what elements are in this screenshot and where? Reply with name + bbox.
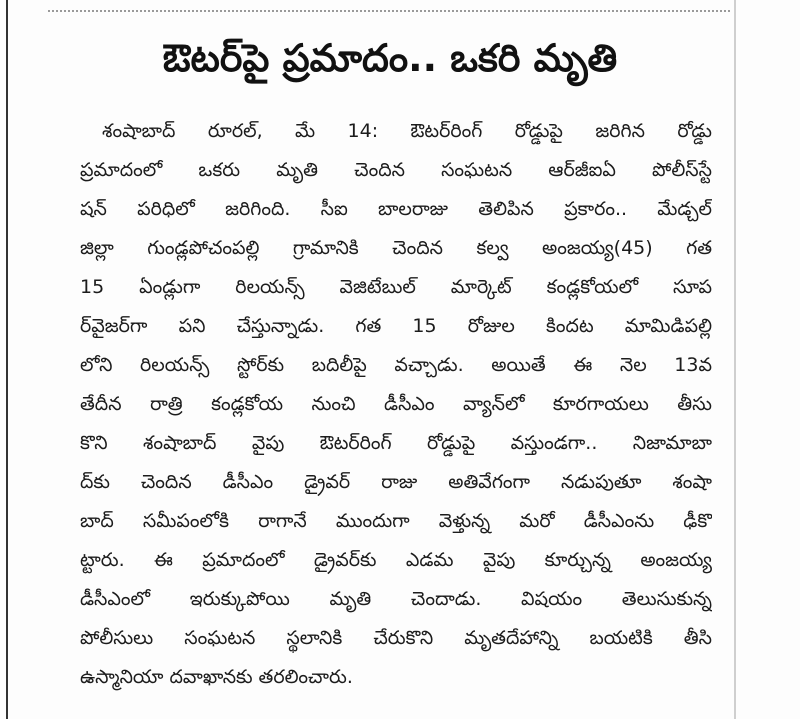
- article-line: జిల్లా గుండ్లపోచంపల్లి గ్రామానికి చెందిన కల్వ అంజయ్య(45) గత: [80, 237, 712, 259]
- article-line: కొని శంషాబాద్ వైపు ఔటర్‌రింగ్ రోడ్డుపై వస్తుండగా.. నిజామాబా: [80, 432, 712, 454]
- right-column-border: [734, 0, 736, 719]
- article-line: లోని రిలయన్స్ స్టోర్‌కు బదిలీపై వచ్చాడు. అయితే ఈ నెల 13వ: [80, 354, 712, 376]
- article-body: [80, 112, 712, 697]
- article-line: శంషాబాద్ రూరల్, మే 14: ఔటర్‌రింగ్ రోడ్డుపై జరిగిన రోడ్డు: [102, 120, 712, 142]
- article-line: 15 ఏండ్లుగా రిలయన్స్ వెజిటేబుల్ మార్కెట్ కండ్లకోయలో సూప: [80, 276, 712, 298]
- article-line: పోలీసులు సంఘటన స్థలానికి చేరుకొని మృతదేహాన్ని బయటికి తీసి: [80, 627, 712, 649]
- article-line: ట్టారు. ఈ ప్రమాదంలో డ్రైవర్‌కు ఎడమ వైపు కూర్చున్న అంజయ్య: [80, 549, 712, 571]
- article-line: ర్‌వైజర్‌గా పని చేస్తున్నాడు. గత 15 రోజుల కిందట మామిడిపల్లి: [80, 315, 712, 337]
- article-line: బాద్ సమీపంలోకి రాగానే ముందుగా వెళ్తున్న మరో డీసీఎంను ఢీకొ: [80, 510, 712, 532]
- article-line: ప్రమాదంలో ఒకరు మృతి చెందిన సంఘటన ఆర్‌జీఐఏ పోలీస్‌స్టే: [80, 159, 712, 181]
- headline: ఔటర్‌పై ప్రమాదం.. ఒకరి మృతి: [162, 36, 618, 80]
- article-line: ద్‌కు చెందిన డీసీఎం డ్రైవర్ రాజు అతివేగంగా నడుపుతూ శంషా: [80, 471, 712, 493]
- article-line: షన్ పరిధిలో జరిగింది. సీఐ బాలరాజు తెలిపిన ప్రకారం.. మేడ్చల్: [80, 198, 712, 220]
- article-line: తేదీన రాత్రి కండ్లకోయ నుంచి డీసీఎం వ్యాన్‌లో కూరగాయలు తీసు: [80, 393, 712, 415]
- article-line: డీసీఎంలో ఇరుక్కుపోయి మృతి చెందాడు. విషయం తెలుసుకున్న: [80, 588, 712, 610]
- article-line: ఉస్మానియా దవాఖానకు తరలించారు.: [80, 666, 353, 688]
- left-column-border: [6, 0, 8, 719]
- top-dotted-rule: [48, 10, 730, 12]
